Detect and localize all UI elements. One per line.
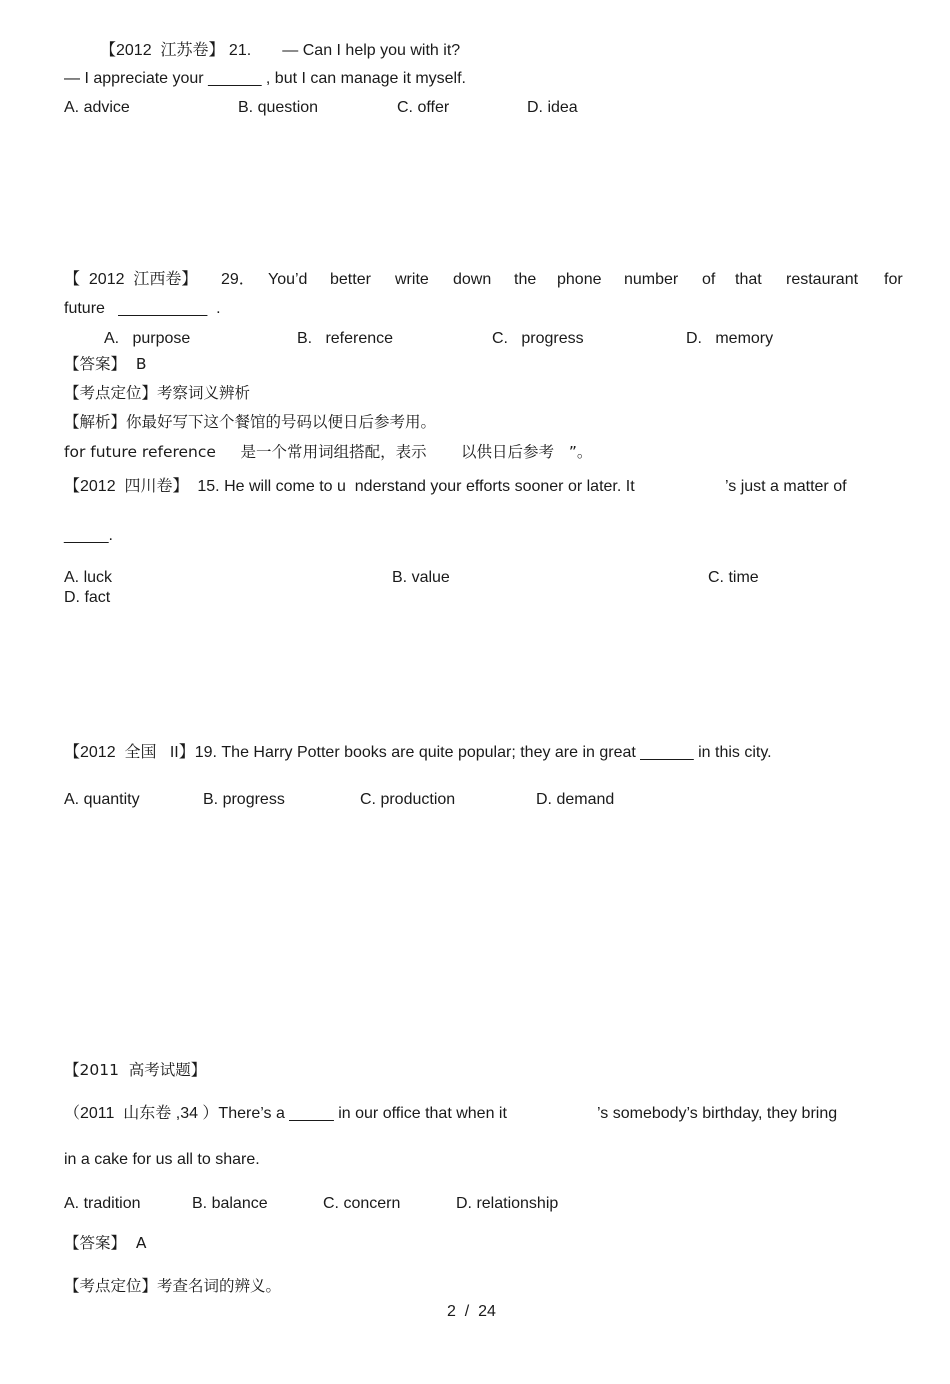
q2-analysis: 【解析】你最好写下这个餐馆的号码以便日后参考用。 — [64, 413, 437, 431]
q4-option-b: B. progress — [203, 791, 285, 808]
q2-word: write — [395, 271, 429, 288]
q2-note: for future reference 是一个常用词组搭配，表示 以供日后参考 ”。 — [64, 443, 593, 461]
q2-number: 29． — [221, 271, 255, 288]
q3-blank: _____. — [64, 527, 113, 544]
q2-word: for — [884, 271, 903, 288]
q3-stem: 【2012 四川卷】 15. He will come to u nderstand your efforts sooner or later. It — [64, 478, 635, 495]
q5-option-b: B. balance — [192, 1195, 268, 1212]
q2-word: that — [735, 271, 762, 288]
q5-option-c: C. concern — [323, 1195, 401, 1212]
q5-stem-tail: ’s somebody’s birthday, they bring — [597, 1105, 838, 1122]
q2-answer: 【答案】 B — [64, 355, 147, 373]
q5-option-a: A. tradition — [64, 1195, 141, 1212]
q1-stem: 【2012 江苏卷】 21. — Can I help you with it? — [100, 42, 461, 59]
q2-point: 【考点定位】考察词义辨析 — [64, 384, 251, 402]
q2-word: You’d — [268, 271, 308, 288]
q2-source: 【 2012 江西卷】 — [64, 271, 198, 288]
q3-option-a: A. luck — [64, 569, 113, 586]
q5-answer: 【答案】 A — [64, 1234, 147, 1252]
q2-word: the — [514, 271, 537, 288]
q2-word: restaurant — [786, 271, 859, 288]
q2-word: better — [330, 271, 371, 288]
q1-option-c: C. offer — [397, 99, 450, 116]
q3-option-b: B. value — [392, 569, 450, 586]
q1-sentence: — I appreciate your ______ , but I can manage it myself. — [64, 70, 466, 87]
q1-option-b: B. question — [238, 99, 319, 116]
q2-word: number — [624, 271, 679, 288]
q4-option-a: A. quantity — [64, 791, 140, 808]
q2-option-c: C. progress — [492, 330, 584, 347]
q4-option-c: C. production — [360, 791, 456, 808]
q5-section-header: 【2011 高考试题】 — [64, 1061, 207, 1079]
q5-option-d: D. relationship — [456, 1195, 559, 1212]
q3-stem-tail: ’s just a matter of — [725, 478, 847, 495]
q2-option-d: D. memory — [686, 330, 774, 347]
page-number: 2 / 24 — [447, 1303, 496, 1320]
q4-option-d: D. demand — [536, 791, 615, 808]
q1-option-a: A. advice — [64, 99, 130, 116]
q1-option-d: D. idea — [527, 99, 578, 116]
q2-option-a: A. purpose — [104, 330, 191, 347]
q2-sentence-end: future __________ . — [64, 300, 221, 317]
q2-word: down — [453, 271, 492, 288]
q5-stem: （2011 山东卷 ,34 ）There’s a _____ in our office that when it — [64, 1105, 507, 1122]
q5-point: 【考点定位】考查名词的辨义。 — [64, 1277, 282, 1295]
q4-stem: 【2012 全国 II】19. The Harry Potter books are quite popular; they are in great ______ in this city. — [64, 744, 772, 761]
q3-option-c: C. time — [708, 569, 759, 586]
q2-word: phone — [557, 271, 602, 288]
q5-sentence-end: in a cake for us all to share. — [64, 1151, 260, 1168]
q2-option-b: B. reference — [297, 330, 394, 347]
q2-word: of — [702, 271, 716, 288]
q3-option-d: D. fact — [64, 589, 111, 606]
